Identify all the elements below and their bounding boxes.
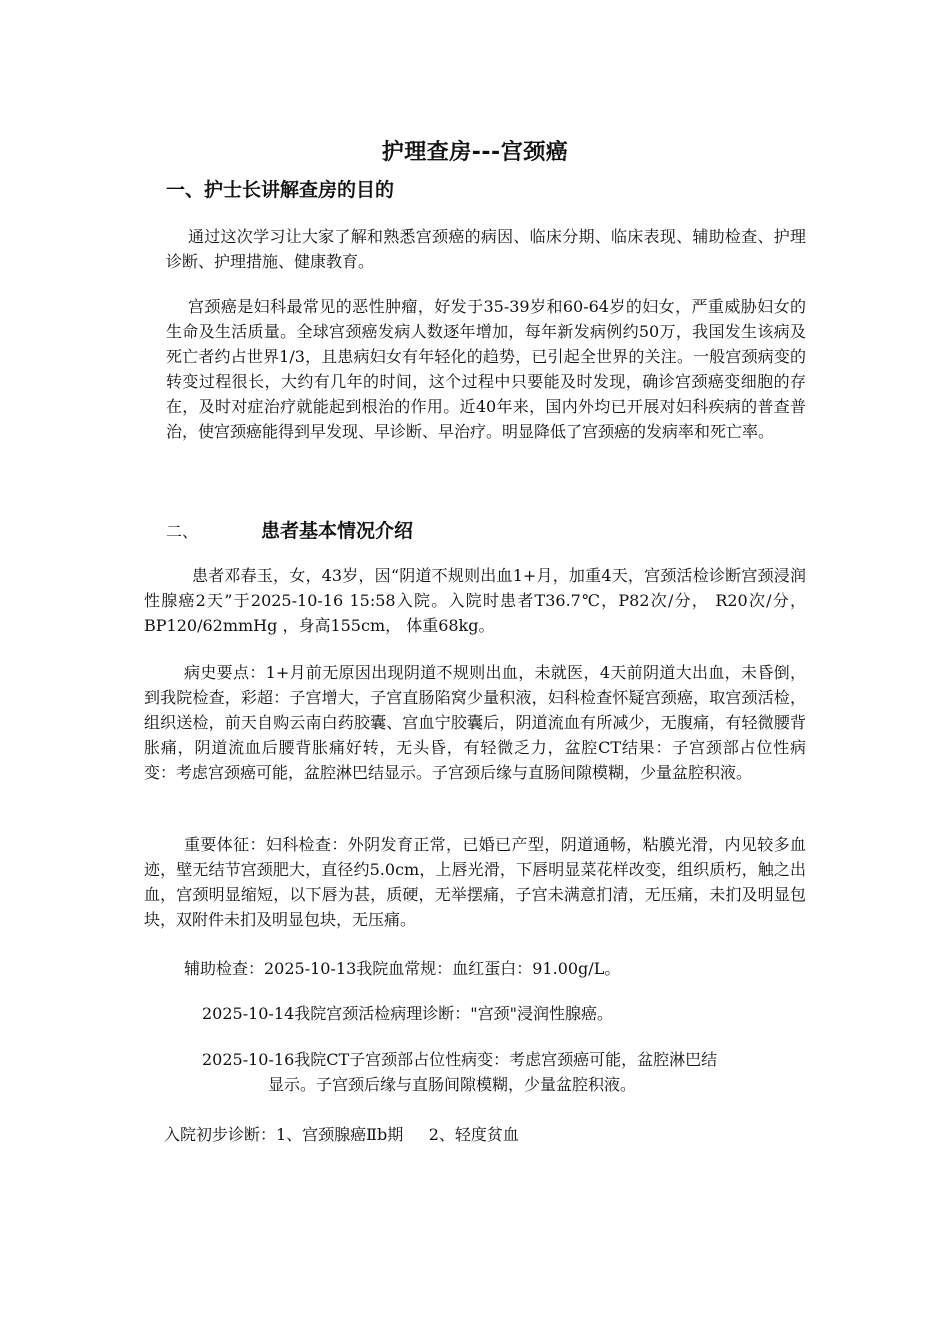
patient-intro-paragraph: 患者邓春玉，女，43岁，因“阴道不规则出血1+月，加重4天，宫颈活检诊断宫颈浸润性腺癌2天”于2025-10-16 15:58入院。入院时患者T36.7℃，P82次/分， R20次/分，BP120/62mmHg ，身高155cm， 体重68kg。 bbox=[144, 566, 806, 635]
admission-diagnosis: 入院初步诊断：1、宫颈腺癌Ⅱb期 2、轻度贫血 bbox=[164, 1125, 519, 1144]
aux-exam-blood: 辅助检查：2025-10-13我院血常规：血红蛋白：91.00g/L。 bbox=[184, 959, 621, 978]
section-heading-patient bbox=[166, 516, 413, 543]
purpose-paragraph: 通过这次学习让大家了解和熟悉宫颈癌的病因、临床分期、临床表现、辅助检查、护理诊断、护理措施、健康教育。 bbox=[166, 227, 806, 271]
document-title: 护理查房---宫颈癌 bbox=[381, 140, 569, 165]
aux-exam-ct-line1: 2025-10-16我院CT子宫颈部占位性病变：考虑宫颈癌可能，盆腔淋巴结 bbox=[202, 1050, 718, 1069]
signs-paragraph: 重要体征：妇科检查：外阴发育正常，已婚已产型，阴道通畅，粘膜光滑，内见较多血迹，壁无结节宫颈肥大，直径约5.0cm，上唇光滑，下唇明显菜花样改变，组织质朽，触之出血，宫颈明显缩短，以下唇为甚，质硬，无举摆痛，子宫未满意扪清，无压痛，未扪及明显包块，双附件未扪及明显包块，无压痛。 bbox=[144, 835, 806, 929]
section-heading-text: 患者基本情况介绍 bbox=[261, 520, 414, 542]
history-paragraph: 病史要点：1+月前无原因出现阴道不规则出血，未就医，4天前阴道大出血，未昏倒，到我院检查，彩超：子宫增大，子宫直肠陷窝少量积液，妇科检查怀疑宫颈癌，取宫颈活检，组织送检，前天自购云南白药胶囊、宫血宁胶囊后，阴道流血有所减少，无腹痛，有轻微腰背胀痛，阴道流血后腰背胀痛好转，无头昏，有轻微乏力，盆腔CT结果：子宫颈部占位性病变：考虑宫颈癌可能，盆腔淋巴结显示。子宫颈后缘与直肠间隙模糊，少量盆腔积液。 bbox=[144, 663, 806, 782]
background-paragraph: 宫颈癌是妇科最常见的恶性肿瘤，好发于35-39岁和60-64岁的妇女，严重威胁妇女的生命及生活质量。全球宫颈癌发病人数逐年增加，每年新发病例约50万，我国发生该病及死亡者约占世界1/3，且患病妇女有年轻化的趋势，已引起全世界的关注。一般宫颈病变的转变过程很长，大约有几年的时间，这个过程中只要能及时发现，确诊宫颈癌变细胞的存在，及时对症治疗就能起到根治的作用。近40年来，国内外均已开展对妇科疾病的普查普治，使宫颈癌能得到早发现、早诊断、早治疗。明显降低了宫颈癌的发病率和死亡率。 bbox=[166, 297, 806, 441]
section-heading-purpose: 一、护士长讲解查房的目的 bbox=[166, 179, 395, 201]
aux-exam-ct-line2: 显示。子宫颈后缘与直肠间隙模糊，少量盆腔积液。 bbox=[268, 1075, 637, 1094]
aux-exam-biopsy: 2025-10-14我院宫颈活检病理诊断："宫颈"浸润性腺癌。 bbox=[202, 1004, 613, 1023]
section-number: 二、 bbox=[166, 522, 199, 541]
aux-exam-ct bbox=[202, 1047, 806, 1097]
